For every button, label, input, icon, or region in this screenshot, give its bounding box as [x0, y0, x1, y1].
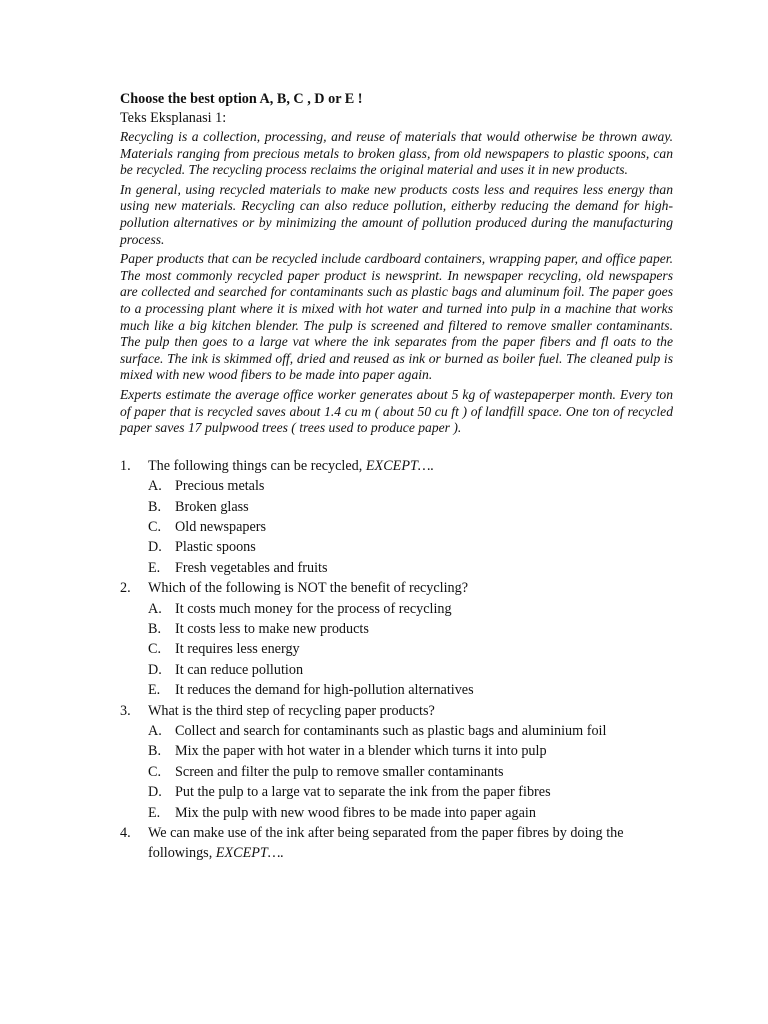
option-text: Mix the pulp with new wood fibres to be made into paper again: [175, 804, 536, 821]
question-list: [120, 456, 673, 864]
passage: [120, 129, 673, 437]
question-emphasis: EXCEPT….: [365, 457, 435, 474]
option-text: Old newspapers: [175, 518, 267, 535]
document-page: [120, 90, 673, 864]
option-item[interactable]: [148, 782, 673, 802]
option-text: Mix the paper with hot water in a blender which turns it into pulp: [175, 743, 547, 760]
option-letter: D.: [148, 784, 162, 801]
question-text: Which of the following is NOT the benefit of recycling?: [148, 580, 469, 597]
question-item: [120, 578, 673, 700]
passage-paragraph: Experts estimate the average office worker generates about 5 kg of wastepaperper month. Every ton of paper that is recycled saves about 1.4 cu m ( about 50 cu ft ) of landfill space. One ton of recycled paper saves 17 pulpwood trees ( trees used to produce paper ).: [120, 386, 673, 436]
option-letter: C.: [148, 518, 162, 535]
question-number: 4.: [120, 825, 131, 841]
option-letter: D.: [148, 661, 162, 678]
option-text: Precious metals: [175, 478, 265, 495]
option-item[interactable]: [148, 639, 673, 659]
option-text: Screen and filter the pulp to remove smaller contaminants: [175, 763, 504, 780]
option-list: [148, 599, 673, 701]
option-list: [148, 476, 673, 578]
option-item[interactable]: [148, 537, 673, 557]
option-item[interactable]: [148, 558, 673, 578]
question-item: [120, 823, 673, 864]
option-text: Fresh vegetables and fruits: [175, 559, 328, 576]
option-letter: B.: [148, 743, 162, 760]
option-text: Broken glass: [175, 498, 249, 515]
question-emphasis: EXCEPT….: [215, 845, 284, 862]
question-item: [120, 701, 673, 823]
option-text: It requires less energy: [175, 641, 300, 658]
question-text: The following things can be recycled,: [148, 457, 366, 474]
option-text: Plastic spoons: [175, 539, 256, 556]
question-text: What is the third step of recycling paper products?: [148, 702, 435, 719]
option-text: Collect and search for contaminants such as plastic bags and aluminium foil: [175, 722, 607, 739]
option-item[interactable]: [148, 619, 673, 639]
instruction-heading: Choose the best option A, B, C , D or E !: [120, 91, 363, 107]
option-text: It can reduce pollution: [175, 661, 304, 678]
option-item[interactable]: [148, 762, 673, 782]
option-text: It costs less to make new products: [175, 620, 369, 637]
option-item[interactable]: [148, 803, 673, 823]
question-item: [120, 456, 673, 578]
option-letter: A.: [148, 722, 162, 739]
option-text: It costs much money for the process of recycling: [175, 600, 452, 617]
option-item[interactable]: [148, 721, 673, 741]
option-item[interactable]: [148, 476, 673, 496]
option-letter: C.: [148, 763, 162, 780]
option-item[interactable]: [148, 660, 673, 680]
text-label: Teks Eksplanasi 1:: [120, 110, 227, 126]
option-item[interactable]: [148, 741, 673, 761]
option-list: [148, 721, 673, 823]
option-letter: E.: [148, 682, 161, 699]
option-text: It reduces the demand for high-pollution alternatives: [175, 682, 474, 699]
passage-paragraph: Recycling is a collection, processing, and reuse of materials that would otherwise be thrown away. Materials ranging from precious metals to broken glass, from old newspapers to plastic spoons, can be recycled. The recycling process reclaims the original material and uses it in new products.: [120, 129, 673, 178]
question-number: 2.: [120, 580, 131, 597]
option-text: Put the pulp to a large vat to separate the ink from the paper fibres: [175, 784, 551, 801]
option-letter: E.: [148, 804, 161, 821]
option-letter: A.: [148, 478, 162, 495]
option-item[interactable]: [148, 517, 673, 537]
question-text: We can make use of the ink after being separated from the paper fibres by doing the followings,: [148, 825, 624, 862]
option-item[interactable]: [148, 497, 673, 517]
passage-paragraph: Paper products that can be recycled include cardboard containers, wrapping paper, and office paper. The most commonly recycled paper product is newsprint. In newspaper recycling, old newspapers are collected and searched for contaminants such as plastic bags and aluminum foil. The paper goes to a processing plant where it is mixed with hot water and turned into pulp in a machine that works much like a big kitchen blender. The pulp is screened and filtered to remove smaller contaminants. The pulp then goes to a large vat where the ink separates from the paper fibers and fl oats to the surface. The ink is skimmed off, dried and reused as ink or burned as boiler fuel. The cleaned pulp is mixed with new wood fibers to be made into paper again.: [120, 251, 673, 383]
option-letter: D.: [148, 539, 162, 556]
option-item[interactable]: [148, 599, 673, 619]
option-letter: B.: [148, 498, 162, 515]
option-letter: B.: [148, 620, 162, 637]
option-letter: C.: [148, 641, 162, 658]
option-item[interactable]: [148, 680, 673, 700]
question-number: 1.: [120, 457, 131, 474]
option-letter: A.: [148, 600, 162, 617]
passage-paragraph: In general, using recycled materials to make new products costs less and requires less energy than using new materials. Recycling can also reduce pollution, eitherby reducing the demand for high-pollution alternatives or by minimizing the amount of pollution produced during the manufacturing process.: [120, 181, 673, 247]
option-letter: E.: [148, 559, 161, 576]
question-number: 3.: [120, 702, 131, 719]
